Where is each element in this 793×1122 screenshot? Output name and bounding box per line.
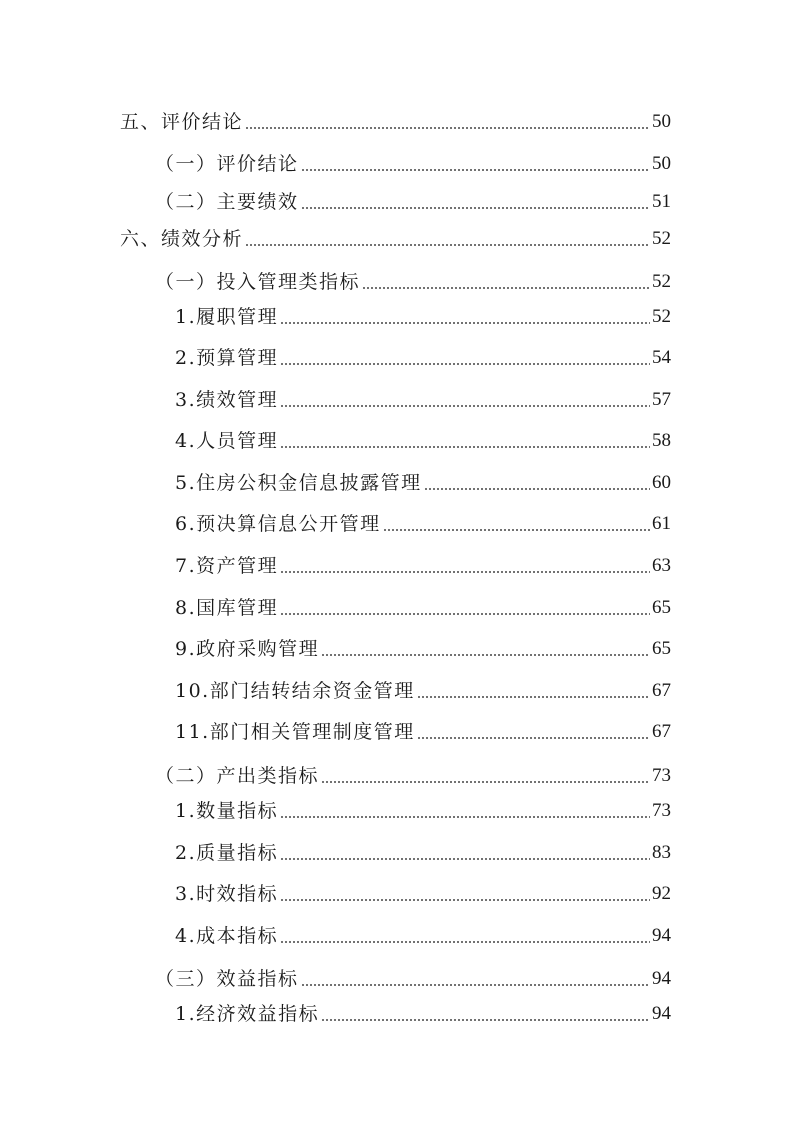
toc-entry-page: 50 xyxy=(652,111,671,132)
toc-entry[interactable] xyxy=(175,675,671,703)
toc-entry-label: 7.资产管理 xyxy=(175,555,279,577)
toc-entry-label: 11.部门相关管理制度管理 xyxy=(175,721,415,743)
dot-leader xyxy=(245,244,650,246)
dot-leader xyxy=(301,984,650,986)
toc-entry-label: 五、评价结论 xyxy=(120,111,244,133)
toc-entry[interactable] xyxy=(175,837,671,865)
dot-leader xyxy=(280,613,650,615)
toc-entry-label: 3.绩效管理 xyxy=(175,389,279,411)
toc-entry-label: 3.时效指标 xyxy=(175,883,279,905)
dot-leader xyxy=(417,737,650,739)
toc-entry-label: 4.人员管理 xyxy=(175,430,279,452)
dot-leader xyxy=(321,781,650,783)
toc-entry-page: 52 xyxy=(652,271,671,292)
toc-entry[interactable] xyxy=(175,716,671,744)
toc-entry-label: （三）效益指标 xyxy=(155,968,299,990)
toc-entry-page: 60 xyxy=(652,472,671,493)
toc-entry[interactable] xyxy=(175,920,671,948)
toc-entry-label: 六、绩效分析 xyxy=(120,228,244,250)
toc-entry[interactable] xyxy=(155,266,671,294)
toc-entry-label: 1.数量指标 xyxy=(175,800,279,822)
toc-entry-page: 63 xyxy=(652,555,671,576)
toc-entry-label: 2.质量指标 xyxy=(175,842,279,864)
dot-leader xyxy=(424,488,650,490)
toc-entry[interactable] xyxy=(175,384,671,412)
toc-entry-page: 92 xyxy=(652,883,671,904)
dot-leader xyxy=(280,363,650,365)
toc-entry-label: 9.政府采购管理 xyxy=(175,638,320,660)
toc-entry-label: 2.预算管理 xyxy=(175,347,279,369)
toc-entry[interactable] xyxy=(175,878,671,906)
dot-leader xyxy=(280,858,650,860)
toc-entry-label: （二）产出类指标 xyxy=(155,765,320,787)
dot-leader xyxy=(362,287,650,289)
dot-leader xyxy=(417,696,650,698)
toc-entry-page: 57 xyxy=(652,389,671,410)
toc-entry-label: 1.经济效益指标 xyxy=(175,1003,320,1025)
dot-leader xyxy=(280,405,650,407)
toc-entry-page: 73 xyxy=(652,800,671,821)
toc-entry[interactable] xyxy=(155,760,671,788)
toc-entry-label: 6.预决算信息公开管理 xyxy=(175,513,381,535)
dot-leader xyxy=(280,446,650,448)
dot-leader xyxy=(245,127,650,129)
dot-leader xyxy=(321,654,650,656)
toc-entry[interactable] xyxy=(175,342,671,370)
toc-entry-page: 61 xyxy=(652,513,671,534)
toc-entry-page: 50 xyxy=(652,153,671,174)
dot-leader xyxy=(280,322,650,324)
toc-entry[interactable] xyxy=(155,963,671,991)
toc-entry-page: 94 xyxy=(652,925,671,946)
toc-entry[interactable] xyxy=(155,148,671,176)
dot-leader xyxy=(280,571,650,573)
toc-entry-label: 5.住房公积金信息披露管理 xyxy=(175,472,422,494)
toc-entry[interactable] xyxy=(120,223,671,251)
toc-entry-label: 4.成本指标 xyxy=(175,925,279,947)
toc-entry[interactable] xyxy=(175,508,671,536)
dot-leader xyxy=(301,207,650,209)
toc-entry-label: （二）主要绩效 xyxy=(155,191,299,213)
dot-leader xyxy=(280,941,650,943)
toc-entry-page: 73 xyxy=(652,765,671,786)
toc-entry-page: 51 xyxy=(652,191,671,212)
dot-leader xyxy=(383,529,650,531)
toc-entry[interactable] xyxy=(120,106,671,134)
toc-entry-page: 94 xyxy=(652,968,671,989)
dot-leader xyxy=(280,899,650,901)
toc-entry-label: 1.履职管理 xyxy=(175,306,279,328)
toc-entry-page: 58 xyxy=(652,430,671,451)
toc-entry-page: 65 xyxy=(652,597,671,618)
toc-entry-page: 67 xyxy=(652,680,671,701)
toc-entry[interactable] xyxy=(155,186,671,214)
toc-entry[interactable] xyxy=(175,301,671,329)
toc-entry[interactable] xyxy=(175,425,671,453)
dot-leader xyxy=(301,169,650,171)
toc-entry[interactable] xyxy=(175,998,671,1026)
toc-entry-page: 94 xyxy=(652,1003,671,1024)
toc-entry-label: 8.国库管理 xyxy=(175,597,279,619)
toc-entry-page: 52 xyxy=(652,228,671,249)
toc-entry-page: 54 xyxy=(652,347,671,368)
toc-entry-label: 10.部门结转结余资金管理 xyxy=(175,680,415,702)
dot-leader xyxy=(321,1019,650,1021)
toc-entry-page: 65 xyxy=(652,638,671,659)
toc-entry[interactable] xyxy=(175,592,671,620)
toc-entry[interactable] xyxy=(175,550,671,578)
toc-entry-page: 83 xyxy=(652,842,671,863)
toc-entry-label: （一）投入管理类指标 xyxy=(155,271,361,293)
dot-leader xyxy=(280,816,650,818)
toc-entry-label: （一）评价结论 xyxy=(155,153,299,175)
toc-entry[interactable] xyxy=(175,467,671,495)
toc-entry-page: 52 xyxy=(652,306,671,327)
toc-entry[interactable] xyxy=(175,795,671,823)
toc-entry[interactable] xyxy=(175,633,671,661)
toc-entry-page: 67 xyxy=(652,721,671,742)
